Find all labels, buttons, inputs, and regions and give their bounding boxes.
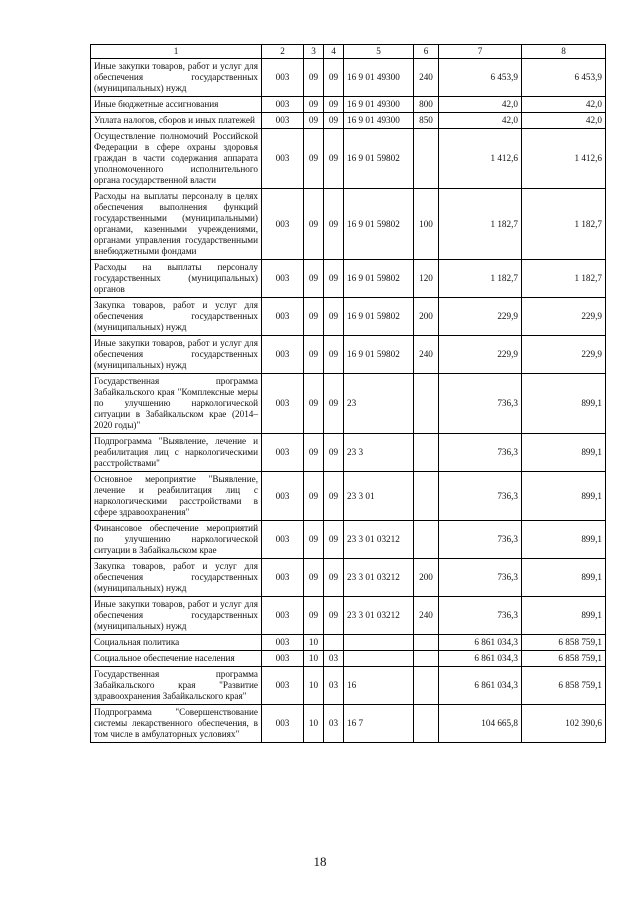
subsection-code: 09 <box>324 374 344 434</box>
ministry-code: 003 <box>262 434 304 472</box>
row-name: Социальная политика <box>91 635 262 651</box>
amount-2: 6 453,9 <box>522 59 606 97</box>
section-code: 09 <box>304 189 324 260</box>
ministry-code: 003 <box>262 374 304 434</box>
target-article-code <box>344 635 414 651</box>
target-article-code: 16 9 01 49300 <box>344 97 414 113</box>
target-article-code: 16 9 01 59802 <box>344 298 414 336</box>
subsection-code: 09 <box>324 298 344 336</box>
subsection-code: 09 <box>324 597 344 635</box>
expense-type-code: 200 <box>414 559 439 597</box>
table-row <box>91 260 606 298</box>
table-row <box>91 336 606 374</box>
row-name: Иные бюджетные ассигнования <box>91 97 262 113</box>
section-code: 09 <box>304 434 324 472</box>
row-name: Подпрограмма "Совершенствование системы лекарственного обеспечения, в том числе в амбулаторных условиях" <box>91 705 262 743</box>
section-code: 09 <box>304 472 324 521</box>
subsection-code: 09 <box>324 97 344 113</box>
amount-1: 229,9 <box>439 336 522 374</box>
ministry-code: 003 <box>262 113 304 129</box>
subsection-code: 09 <box>324 260 344 298</box>
section-code: 10 <box>304 705 324 743</box>
amount-1: 104 665,8 <box>439 705 522 743</box>
expense-type-code: 850 <box>414 113 439 129</box>
table-row <box>91 129 606 189</box>
ministry-code: 003 <box>262 298 304 336</box>
ministry-code: 003 <box>262 559 304 597</box>
target-article-code: 16 9 01 59802 <box>344 260 414 298</box>
subsection-code: 03 <box>324 651 344 667</box>
expense-type-code <box>414 434 439 472</box>
target-article-code: 16 7 <box>344 705 414 743</box>
target-article-code: 16 <box>344 667 414 705</box>
table-row <box>91 635 606 651</box>
ministry-code: 003 <box>262 189 304 260</box>
row-name: Иные закупки товаров, работ и услуг для обеспечения государственных (муниципальных) нужд <box>91 59 262 97</box>
expense-type-code <box>414 374 439 434</box>
subsection-code: 09 <box>324 189 344 260</box>
row-name: Осуществление полномочий Российской Федерации в сфере охраны здоровья граждан в части содержания аппарата уполномоченного исполнительного органа государственной власти <box>91 129 262 189</box>
table-row <box>91 559 606 597</box>
table-row <box>91 472 606 521</box>
expense-type-code <box>414 635 439 651</box>
section-code: 09 <box>304 97 324 113</box>
amount-2: 899,1 <box>522 434 606 472</box>
ministry-code: 003 <box>262 59 304 97</box>
expense-type-code: 200 <box>414 298 439 336</box>
table-row <box>91 113 606 129</box>
amount-1: 736,3 <box>439 559 522 597</box>
amount-2: 229,9 <box>522 298 606 336</box>
amount-2: 899,1 <box>522 472 606 521</box>
target-article-code: 23 3 01 03212 <box>344 559 414 597</box>
table-row <box>91 59 606 97</box>
amount-2: 899,1 <box>522 559 606 597</box>
section-code: 09 <box>304 298 324 336</box>
expense-type-code <box>414 472 439 521</box>
ministry-code: 003 <box>262 97 304 113</box>
table-row <box>91 189 606 260</box>
row-name: Уплата налогов, сборов и иных платежей <box>91 113 262 129</box>
subsection-code: 09 <box>324 113 344 129</box>
amount-1: 6 861 034,3 <box>439 635 522 651</box>
section-code: 09 <box>304 597 324 635</box>
expense-type-code <box>414 705 439 743</box>
amount-1: 736,3 <box>439 597 522 635</box>
section-code: 10 <box>304 635 324 651</box>
target-article-code: 23 3 01 03212 <box>344 597 414 635</box>
amount-1: 6 861 034,3 <box>439 667 522 705</box>
amount-2: 1 182,7 <box>522 189 606 260</box>
row-name: Расходы на выплаты персоналу в целях обеспечения выполнения функций государственными (муниципальными) органами, казенными учреждениями, органами управления государственными внебюджетными фондами <box>91 189 262 260</box>
section-code: 09 <box>304 129 324 189</box>
table-body <box>91 59 606 743</box>
section-code: 09 <box>304 260 324 298</box>
amount-2: 899,1 <box>522 521 606 559</box>
amount-1: 1 182,7 <box>439 189 522 260</box>
table-row <box>91 705 606 743</box>
expense-type-code <box>414 651 439 667</box>
section-code: 10 <box>304 667 324 705</box>
budget-table <box>90 44 606 743</box>
target-article-code: 16 9 01 59802 <box>344 336 414 374</box>
amount-1: 42,0 <box>439 113 522 129</box>
amount-1: 1 412,6 <box>439 129 522 189</box>
ministry-code: 003 <box>262 635 304 651</box>
amount-1: 736,3 <box>439 374 522 434</box>
target-article-code: 16 9 01 49300 <box>344 59 414 97</box>
section-code: 09 <box>304 59 324 97</box>
row-name: Закупка товаров, работ и услуг для обеспечения государственных (муниципальных) нужд <box>91 559 262 597</box>
amount-1: 6 453,9 <box>439 59 522 97</box>
subsection-code: 09 <box>324 336 344 374</box>
target-article-code: 23 <box>344 374 414 434</box>
amount-1: 736,3 <box>439 521 522 559</box>
amount-2: 6 858 759,1 <box>522 651 606 667</box>
column-header-expense-type: 6 <box>414 45 439 59</box>
expense-type-code <box>414 521 439 559</box>
expense-type-code: 800 <box>414 97 439 113</box>
table-row <box>91 597 606 635</box>
section-code: 09 <box>304 521 324 559</box>
section-code: 09 <box>304 336 324 374</box>
ministry-code: 003 <box>262 705 304 743</box>
subsection-code: 09 <box>324 521 344 559</box>
ministry-code: 003 <box>262 260 304 298</box>
column-header-section: 3 <box>304 45 324 59</box>
expense-type-code: 100 <box>414 189 439 260</box>
amount-2: 102 390,6 <box>522 705 606 743</box>
row-name: Закупка товаров, работ и услуг для обеспечения государственных (муниципальных) нужд <box>91 298 262 336</box>
amount-2: 6 858 759,1 <box>522 667 606 705</box>
section-code: 10 <box>304 651 324 667</box>
table-row <box>91 521 606 559</box>
expense-type-code: 240 <box>414 336 439 374</box>
column-header-subsection: 4 <box>324 45 344 59</box>
subsection-code: 09 <box>324 434 344 472</box>
section-code: 09 <box>304 559 324 597</box>
row-name: Расходы на выплаты персоналу государственных (муниципальных) органов <box>91 260 262 298</box>
amount-2: 899,1 <box>522 374 606 434</box>
amount-2: 6 858 759,1 <box>522 635 606 651</box>
ministry-code: 003 <box>262 129 304 189</box>
row-name: Иные закупки товаров, работ и услуг для обеспечения государственных (муниципальных) нужд <box>91 597 262 635</box>
subsection-code: 09 <box>324 129 344 189</box>
row-name: Основное мероприятие "Выявление, лечение и реабилитация лиц с наркологическими расстройствами в сфере здравоохранения" <box>91 472 262 521</box>
row-name: Подпрограмма "Выявление, лечение и реабилитация лиц с наркологическими расстройствами" <box>91 434 262 472</box>
subsection-code: 09 <box>324 559 344 597</box>
amount-2: 899,1 <box>522 597 606 635</box>
ministry-code: 003 <box>262 597 304 635</box>
target-article-code: 16 9 01 49300 <box>344 113 414 129</box>
target-article-code: 23 3 01 <box>344 472 414 521</box>
table-row <box>91 651 606 667</box>
expense-type-code <box>414 129 439 189</box>
ministry-code: 003 <box>262 651 304 667</box>
amount-1: 6 861 034,3 <box>439 651 522 667</box>
table-row <box>91 434 606 472</box>
section-code: 09 <box>304 113 324 129</box>
ministry-code: 003 <box>262 667 304 705</box>
expense-type-code: 240 <box>414 59 439 97</box>
table-row <box>91 667 606 705</box>
target-article-code: 23 3 01 03212 <box>344 521 414 559</box>
column-header-target-article: 5 <box>344 45 414 59</box>
row-name: Государственная программа Забайкальского края "Комплексные меры по улучшению наркологической ситуации в Забайкальском крае (2014–2020 годы)" <box>91 374 262 434</box>
column-header-ministry: 2 <box>262 45 304 59</box>
ministry-code: 003 <box>262 472 304 521</box>
page-number: 18 <box>313 854 327 869</box>
amount-1: 42,0 <box>439 97 522 113</box>
subsection-code <box>324 635 344 651</box>
row-name: Иные закупки товаров, работ и услуг для обеспечения государственных (муниципальных) нужд <box>91 336 262 374</box>
table-row <box>91 298 606 336</box>
expense-type-code: 120 <box>414 260 439 298</box>
column-header-amount-1: 7 <box>439 45 522 59</box>
section-code: 09 <box>304 374 324 434</box>
ministry-code: 003 <box>262 521 304 559</box>
subsection-code: 09 <box>324 59 344 97</box>
row-name: Финансовое обеспечение мероприятий по улучшению наркологической ситуации в Забайкальском крае <box>91 521 262 559</box>
table-row <box>91 97 606 113</box>
amount-1: 1 182,7 <box>439 260 522 298</box>
table-row <box>91 374 606 434</box>
column-header-amount-2: 8 <box>522 45 606 59</box>
row-name: Государственная программа Забайкальского края "Развитие здравоохранения Забайкальского края" <box>91 667 262 705</box>
target-article-code: 16 9 01 59802 <box>344 189 414 260</box>
subsection-code: 09 <box>324 472 344 521</box>
column-header-name: 1 <box>91 45 262 59</box>
amount-2: 1 412,6 <box>522 129 606 189</box>
target-article-code: 23 3 <box>344 434 414 472</box>
subsection-code: 03 <box>324 667 344 705</box>
target-article-code: 16 9 01 59802 <box>344 129 414 189</box>
table-header-row <box>91 45 606 59</box>
amount-2: 42,0 <box>522 97 606 113</box>
amount-1: 736,3 <box>439 434 522 472</box>
amount-2: 229,9 <box>522 336 606 374</box>
target-article-code <box>344 651 414 667</box>
expense-type-code <box>414 667 439 705</box>
amount-2: 1 182,7 <box>522 260 606 298</box>
amount-1: 229,9 <box>439 298 522 336</box>
expense-type-code: 240 <box>414 597 439 635</box>
ministry-code: 003 <box>262 336 304 374</box>
amount-1: 736,3 <box>439 472 522 521</box>
amount-2: 42,0 <box>522 113 606 129</box>
subsection-code: 03 <box>324 705 344 743</box>
row-name: Социальное обеспечение населения <box>91 651 262 667</box>
